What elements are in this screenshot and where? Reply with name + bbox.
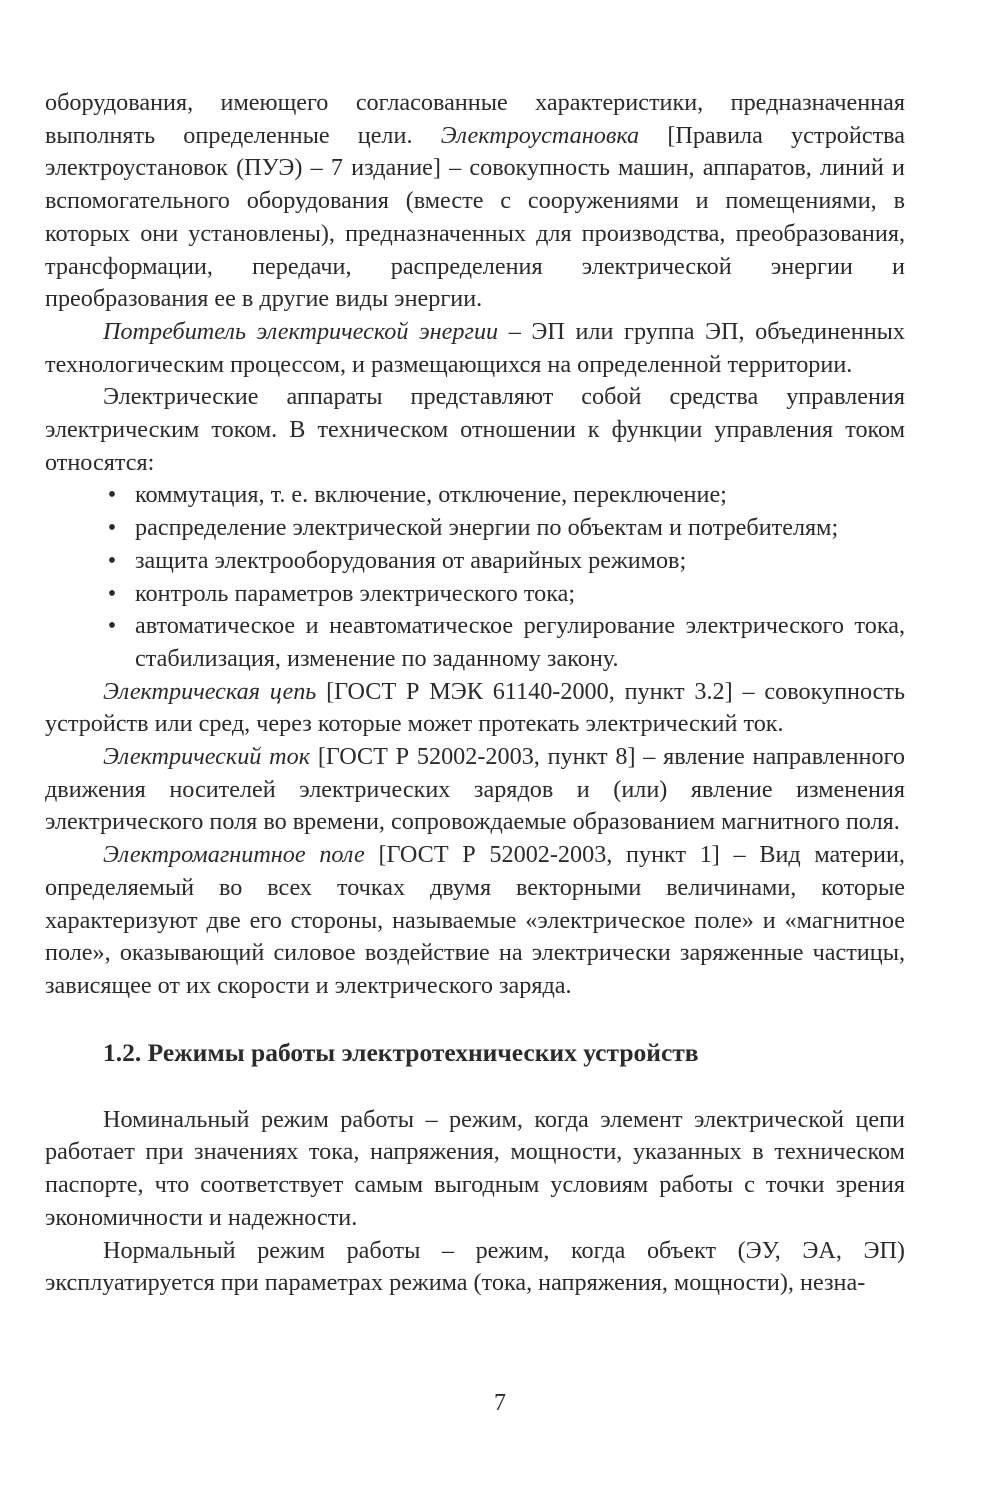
circuit-definition-paragraph	[45, 676, 905, 741]
current-control-functions-list	[45, 479, 905, 675]
field-definition-text: [ГОСТ Р 52002-2003, пункт 1] – Вид материи, определяемый во всех точках двумя векторными величинами, которые характеризуют две его стороны, называемые «электрическое поле» и «магнитное поле», оказывающий силовое воздействие на электрически заряженные частицы, зависящее от их скорости и электрического заряда.	[45, 841, 905, 999]
intro-paragraph	[45, 87, 905, 316]
bullet-icon: •	[107, 481, 117, 509]
field-definition-paragraph	[45, 839, 905, 1003]
term-electrical-installation: Электроустановка	[440, 121, 640, 149]
current-definition-text: [ГОСТ Р 52002-2003, пункт 8] – явление направленного движения носителей электрических зарядов и (или) явление изменения электрического поля во времени, сопровождаемые образованием магнитного поля.	[45, 743, 905, 836]
apparatus-paragraph: Электрические аппараты представляют собой средства управления электрическим током. В техническом отношении к функции управления током относятся:	[45, 383, 905, 476]
intro-lead-text: оборудования, имеющего согласованные характеристики, предназначенная выполнять определенные цели.	[45, 89, 905, 149]
bullet-icon: •	[107, 612, 117, 640]
consumer-definition-paragraph	[45, 316, 905, 381]
nominal-mode-paragraph: Номинальный режим работы – режим, когда элемент электрической цепи работает при значениях тока, напряжения, мощности, указанных в техническом паспорте, что соответствует самым выгодным условиям работы с точки зрения экономичности и надежности.	[45, 1105, 905, 1231]
list-item-text: защита электрооборудования от аварийных режимов;	[135, 546, 687, 574]
list-item-text: коммутация, т. е. включение, отключение, переключение;	[135, 481, 727, 509]
list-item-text: контроль параметров электрического тока;	[135, 579, 576, 607]
list-item	[45, 610, 905, 675]
current-definition-paragraph	[45, 741, 905, 839]
list-item-text: автоматическое и неавтоматическое регулирование электрического тока, стабилизация, изменение по заданному закону.	[135, 612, 905, 672]
normal-mode-paragraph: Нормальный режим работы – режим, когда объект (ЭУ, ЭА, ЭП) эксплуатируется при параметрах режима (тока, напряжения, мощности), незна-	[45, 1236, 905, 1297]
body-text	[45, 87, 905, 1300]
intro-definition-text: [Правила устройства электроустановок (ПУЭ) – 7 издание] – совокупность машин, аппаратов, линий и вспомогательного оборудования (вместе с сооружениями и помещениями, в которых они установлены), предназначенных для производства, преобразования, трансформации, передачи, распределения электрической энергии и преобразования ее в другие виды энергии.	[45, 121, 905, 313]
term-electromagnetic-field: Электромагнитное поле	[103, 841, 365, 869]
consumer-definition-text: – ЭП или группа ЭП, объединенных технологическим процессом, и размещающихся на определенной территории.	[45, 317, 905, 378]
page-number: 7	[494, 1390, 506, 1416]
list-item-text: распределение электрической энергии по объектам и потребителям;	[135, 514, 839, 542]
list-item	[45, 479, 905, 512]
term-electric-circuit: Электрическая цепь	[103, 677, 317, 705]
bullet-icon: •	[107, 546, 117, 574]
list-item	[45, 545, 905, 578]
term-electric-current: Электрический ток	[103, 743, 311, 771]
term-energy-consumer: Потребитель электрической энергии	[103, 317, 499, 345]
bullet-icon: •	[107, 579, 117, 607]
list-item	[45, 578, 905, 611]
bullet-icon: •	[107, 514, 117, 542]
section-heading: 1.2. Режимы работы электротехнических устройств	[103, 1037, 699, 1067]
list-item	[45, 512, 905, 545]
circuit-definition-text: [ГОСТ Р МЭК 61140-2000, пункт 3.2] – совокупность устройств или сред, через которые может протекать электрический ток.	[45, 677, 905, 738]
